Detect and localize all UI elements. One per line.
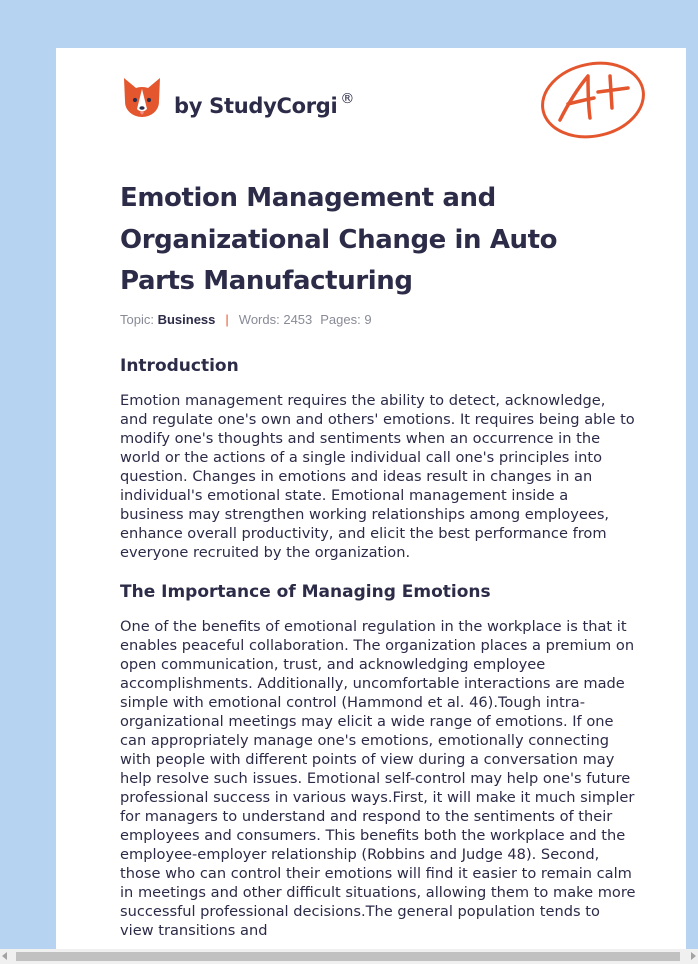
a-plus-grade-icon bbox=[538, 58, 650, 140]
topic-label: Topic: bbox=[120, 312, 154, 327]
corgi-logo-icon bbox=[122, 76, 162, 120]
section-heading-importance: The Importance of Managing Emotions bbox=[120, 582, 491, 602]
page-count: Pages: 9 bbox=[320, 312, 372, 327]
registered-mark: ® bbox=[340, 91, 355, 107]
scroll-left-arrow-icon[interactable] bbox=[2, 952, 7, 960]
meta-separator: | bbox=[225, 312, 229, 327]
topic-link[interactable]: Business bbox=[157, 312, 216, 327]
document-title: Emotion Management and Organizational Change in Auto Parts Manufacturing bbox=[120, 183, 558, 296]
scroll-right-arrow-icon[interactable] bbox=[691, 952, 696, 960]
brand-text: by StudyCorgi bbox=[174, 94, 338, 118]
section-text-importance: One of the benefits of emotional regulation in the workplace is that it enables peaceful collaboration. The organization places a premium on open communication, trust, and acknowledging employee accomplishments. Additionally, uncomfortable interactions are made simple with emotional control (Hammond et al. 46).Tough intra-organizational meetings may elicit a wide range of emotions. If one can appropriately manage one's emotions, emotionally connecting with people with different points of view during a conversation may help resolve such issues. Emotional self-control may help one's future professional success in various ways.First, it will make it much simpler for managers to understand and respond to the sentiments of their employees and consumers. This benefits both the workplace and the employee-employer relationship (Robbins and Judge 48). Second, those who can control their emotions will find it easier to remain calm in meetings and other difficult situations, allowing them to make more successful professional decisions.The general population tends to view transitions and bbox=[120, 618, 636, 939]
section-heading-introduction: Introduction bbox=[120, 356, 239, 376]
section-text-introduction: Emotion management requires the ability to detect, acknowledge, and regulate one's own and others' emotions. It requires being able to modify one's thoughts and sentiments when an occurrence in the world or the actions of a single individual call one's principles into question. Changes in emotions and ideas result in changes in an individual's emotional state. Emotional management inside a business may strengthen working relationships among employees, enhance overall productivity, and elicit the best performance from everyone recruited by the organization. bbox=[120, 392, 635, 561]
document-page bbox=[56, 48, 686, 949]
scrollbar-thumb[interactable] bbox=[16, 952, 680, 961]
horizontal-scrollbar[interactable] bbox=[0, 949, 698, 964]
word-count: Words: 2453 bbox=[238, 312, 313, 327]
document-meta bbox=[120, 312, 372, 327]
brand-name[interactable] bbox=[174, 91, 355, 118]
